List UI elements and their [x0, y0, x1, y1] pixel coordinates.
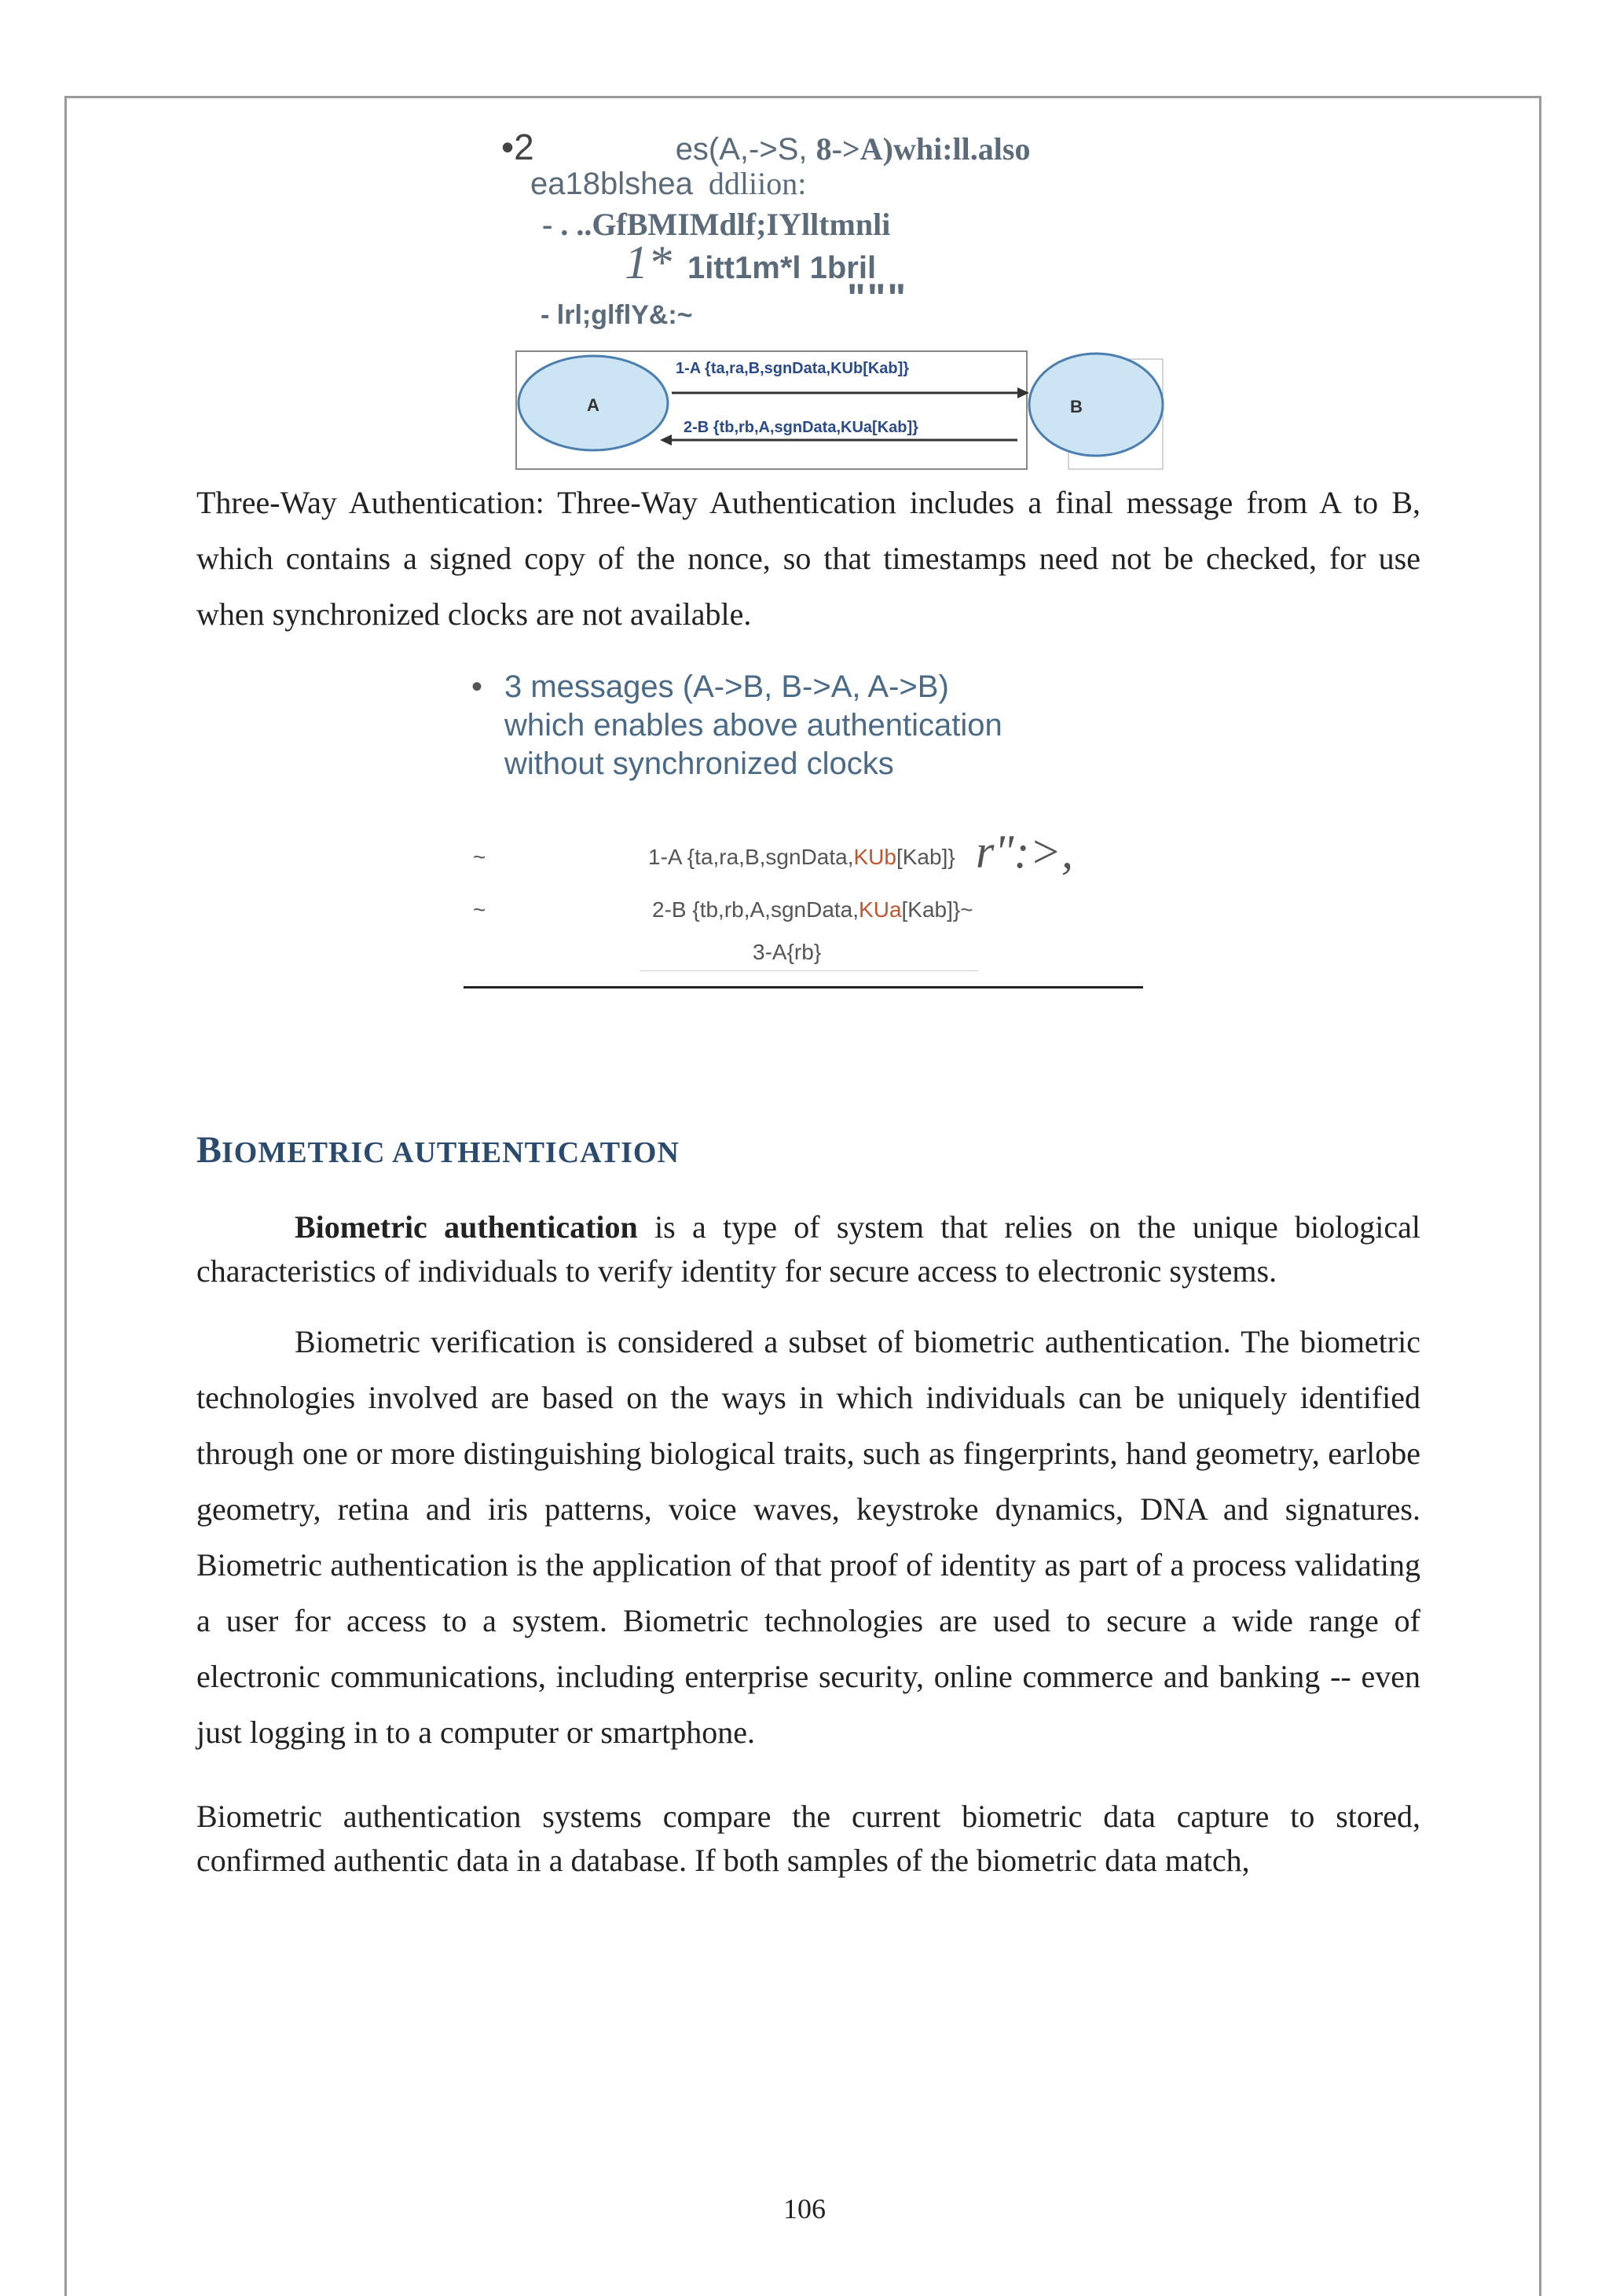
slide-line-2: ea18blshea ddliion: [530, 166, 807, 201]
slide2-msg-2: 2-B {tb,rb,A,sgnData,KUa[Kab]}~ [652, 897, 973, 922]
section-heading: BIOMETRIC AUTHENTICATION [196, 1129, 680, 1171]
node-b-ellipse [1029, 354, 1163, 456]
slide2-tilde-2: ~ [473, 897, 486, 922]
slide2-scribble: r":>, [976, 826, 1074, 878]
biometric-paragraph-1: Biometric authentication is a type of system that relies on the unique biological characteristics of individuals to verify identity for secure access to electronic systems. [196, 1209, 1420, 1289]
slide-line-4: 1* 1itt1m*l 1bril [625, 237, 877, 288]
node-b-label: B [1070, 397, 1083, 416]
biometric-paragraph-2: Biometric verification is considered a subset of biometric authentication. The biometric technologies involved are based on the ways in which individuals can be uniquely identified through one or more distinguishing biological traits, such as fingerprints, hand geometry, earlobe geometry, retina and iris patterns, voice waves, keystroke dynamics, DNA and signatures. Biometric authentication is the application of that proof of identity as part of a process validating a user for access to a system. Biometric technologies are used to secure a wide range of electronic communications, including enterprise security, online commerce and banking -- even just logging in to a computer or smartphone. [196, 1324, 1420, 1750]
node-a-label: A [587, 395, 599, 415]
slide2-msg-1: 1-A {ta,ra,B,sgnData,KUb[Kab]} [648, 845, 955, 869]
slide2-rule [464, 986, 1143, 988]
slide2-msg-3: 3-A{rb} [753, 940, 822, 964]
msg-1-label: 1-A {ta,ra,B,sgnData,KUb[Kab]} [676, 360, 910, 377]
slide-line-1: •2 es(A,->S, 8->A)whi:ll.also [501, 127, 1031, 167]
page-number: 106 [783, 2193, 826, 2224]
slide-line-3: - . ..GfBMIMdlf;IYlltmnli [542, 207, 891, 242]
biometric-term: Biometric authentication [295, 1209, 638, 1245]
two-way-diagram [515, 350, 1167, 471]
slide2-underline [640, 970, 978, 971]
slide2-bullet: • [471, 669, 483, 704]
slide-line-5: - lrl;glflY&:~ [541, 300, 693, 330]
slide-quote-mark: """ [847, 276, 908, 320]
msg-2-label: 2-B {tb,rb,A,sgnData,KUa[Kab]} [684, 419, 918, 436]
slide2-line-3: without synchronized clocks [504, 746, 894, 781]
slide2-line-1: 3 messages (A->B, B->A, A->B) [504, 669, 949, 704]
three-way-paragraph: Three-Way Authentication: Three-Way Authentication includes a final message from A to B, which contains a signed copy of the nonce, so that timestamps need not be checked, for use when synchronized clocks are not available. [196, 485, 1420, 632]
slide2-tilde-1: ~ [473, 845, 486, 869]
biometric-paragraph-3: Biometric authentication systems compare the current biometric data capture to stored, confirmed authentic data in a database. If both samples of the biometric data match, [196, 1799, 1420, 1878]
slide2-line-2: which enables above authentication [504, 708, 1002, 743]
